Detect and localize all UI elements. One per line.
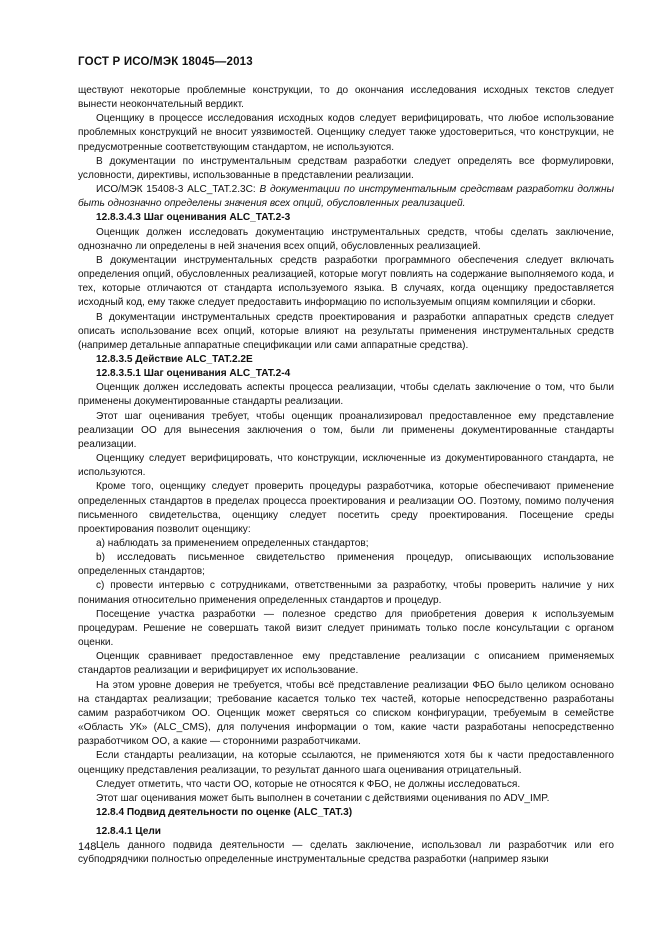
paragraph: Этот шаг оценивания может быть выполнен в сочетании с действиями оценивания по ADV_IMP.	[96, 792, 550, 804]
list-item: c) провести интервью с сотрудниками, ответственными за разработку, чтобы проверить наличие у них понимания относительно применения определенных стандартов и процедур.	[78, 580, 614, 606]
page-body	[78, 84, 614, 868]
paragraph: ществуют некоторые проблемные конструкции, то до окончания исследования исходных текстов следует вынести неокончательный вердикт.	[78, 85, 614, 111]
paragraph: Посещение участка разработки — полезное средство для приобретения доверия к используемым процедурам. Решение не совершать такой визит следует принимать только после консультации с органом оценки.	[78, 608, 614, 649]
paragraph: Оценщик должен исследовать документацию инструментальных средств, чтобы сделать заключение, однозначно ли определены в ней значения всех опций, обусловленных реализацией.	[78, 226, 614, 252]
paragraph: Следует отметить, что части ОО, которые не относятся к ФБО, не должны исследоваться.	[96, 778, 521, 790]
list-item: b) исследовать письменное свидетельство применения процедур, описывающих использование определенных стандартов;	[78, 552, 614, 578]
paragraph: Оценщику в процессе исследования исходных кодов следует верифицировать, что любое использование проблемных конструкций не вносит уязвимостей. Оценщику следует также удостовериться, что конструкции, не предусмотренные соответствующим стандартом, не используются.	[78, 113, 614, 153]
paragraph: Этот шаг оценивания требует, чтобы оценщик проанализировал предоставленное ему представление реализации ОО для вынесения заключения о том, были ли применены документированные стандарты реализации.	[78, 410, 614, 450]
paragraph: Оценщик должен исследовать аспекты процесса реализации, чтобы сделать заключение о том, что были применены документированные стандарты реализации.	[78, 382, 614, 408]
paragraph: В документации по инструментальным средствам разработки следует определять все формулировки, условности, директивы, использованные в представлении реализации.	[78, 155, 614, 181]
section-heading: 12.8.3.5.1 Шаг оценивания ALC_TAT.2-4	[96, 368, 291, 380]
paragraph: Оценщик сравнивает предоставленное ему представление реализации с описанием применяемых стандартов реализации и верифицирует их использование.	[78, 651, 614, 677]
document-header: ГОСТ Р ИСО/МЭК 18045—2013	[78, 56, 253, 68]
paragraph: Кроме того, оценщику следует проверить процедуры разработчика, которые обеспечивают применение определенных стандартов в пределах процесса проектирования и реализации ОО. Поэтому, помимо получения письменного свидетельства, оценщику следует посетить среду проектирования. Посещение среды проектирования позволит оценщику:	[78, 481, 614, 535]
section-heading: 12.8.3.4.3 Шаг оценивания ALC_TAT.2-3	[96, 212, 291, 224]
requirement-reference: ИСО/МЭК 15408-3 ALC_TAT.2.3C:	[96, 184, 260, 196]
paragraph: В документации инструментальных средств разработки программного обеспечения следует включать определения опций, обусловленных реализацией, которые могут повлиять на содержание выполняемого кода, и тех, которые отличаются от стандарта используемого языка. В случаях, когда оценщику предоставляется исходный код, ему также следует предоставить информацию по используемым опциям компиляции и сборки.	[78, 254, 614, 309]
requirement-text: В документации по инструментальным средствам разработки должны быть однозначно определены значения всех опций, обусловленных реализацией.	[78, 184, 614, 210]
paragraph: Если стандарты реализации, на которые ссылаются, не применяются хотя бы к части предоставленного оценщику представления реализации, то результат данного шага оценивания отрицательный.	[78, 750, 614, 776]
list-item: a) наблюдать за применением определенных стандартов;	[96, 538, 369, 549]
requirement-paragraph	[78, 183, 614, 211]
paragraph: Цель данного подвида деятельности — сделать заключение, использовал ли разработчик или его субподрядчики полностью определенные инструментальные средства разработки (например языки	[78, 840, 614, 866]
paragraph: Оценщику следует верифицировать, что конструкции, исключенные из документированного стандарта, не используются.	[78, 453, 614, 479]
section-heading: 12.8.3.5 Действие ALC_TAT.2.2E	[96, 353, 253, 365]
paragraph: В документации инструментальных средств проектирования и разработки аппаратных средств следует описать использование всех опций, которые влияют на результаты применения инструментальных средств (например детальные аппаратные спецификации или сами аппаратные средства).	[78, 311, 614, 351]
section-heading: 12.8.4.1 Цели	[96, 826, 162, 838]
section-heading: 12.8.4 Подвид деятельности по оценке (ALC_TAT.3)	[96, 806, 353, 818]
paragraph: На этом уровне доверия не требуется, чтобы всё представление реализации ФБО было целиком основано на стандартах реализации; требование касается только тех частей, которые непосредственно разработаны самим разработчиком ОО. Оценщик может сверяться со списком конфигурации, требуемым в семействе «Область УК» (ALC_CMS), для получения информации о том, какие части разработаны непосредственно разработчиком ОО, а какие — сторонними разработчиками.	[78, 679, 614, 748]
page-number: 148	[78, 841, 97, 853]
